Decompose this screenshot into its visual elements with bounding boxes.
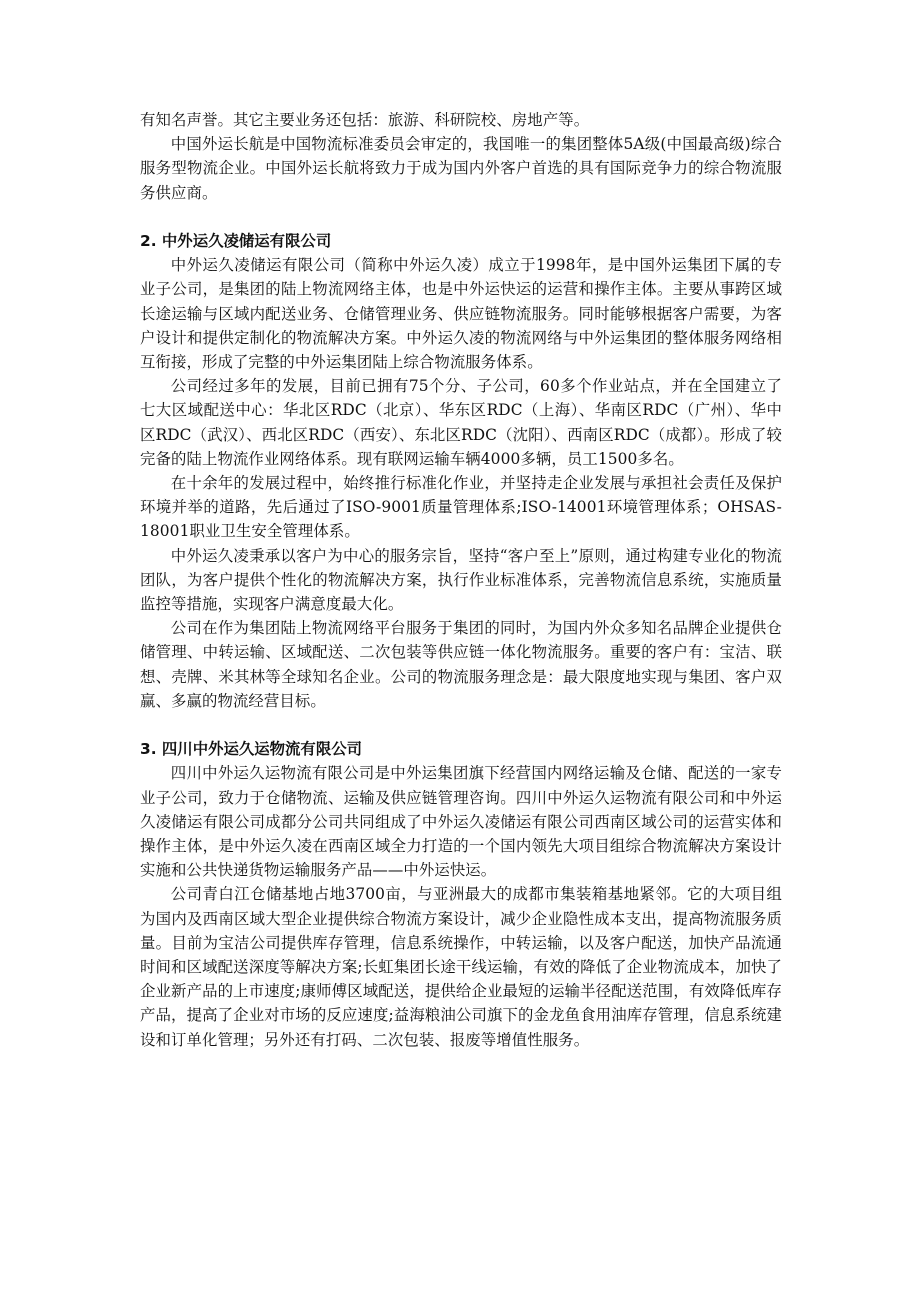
- section-1: [140, 108, 782, 205]
- section-3: [140, 737, 782, 1052]
- paragraph: 中外运久凌储运有限公司（简称中外运久凌）成立于1998年，是中国外运集团下属的专业子公司，是集团的陆上物流网络主体，也是中外运快运的运营和操作主体。主要从事跨区域长途运输与区域内配送业务、仓储管理业务、供应链物流服务。同时能够根据客户需要，为客户设计和提供定制化的物流解决方案。中外运久凌的物流网络与中外运集团的整体服务网络相互衔接，形成了完整的中外运集团陆上综合物流服务体系。: [140, 256, 782, 372]
- spacer: [140, 205, 782, 229]
- paragraph: 中国外运长航是中国物流标准委员会审定的，我国唯一的集团整体5A级(中国最高级)综合服务型物流企业。中国外运长航将致力于成为国内外客户首选的具有国际竞争力的综合物流服务供应商。: [140, 135, 782, 202]
- paragraph: 有知名声誉。其它主要业务还包括：旅游、科研院校、房地产等。: [140, 111, 590, 129]
- paragraph: 中外运久凌秉承以客户为中心的服务宗旨，坚持“客户至上”原则，通过构建专业化的物流团队，为客户提供个性化的物流解决方案，执行作业标准体系，完善物流信息系统，实施质量监控等措施，实现客户满意度最大化。: [140, 546, 782, 614]
- section-heading: 3. 四川中外运久运物流有限公司: [140, 740, 362, 759]
- paragraph: 公司经过多年的发展，目前已拥有75个分、子公司，60多个作业站点，并在全国建立了七大区域配送中心：华北区RDC（北京）、华东区RDC（上海）、华南区RDC（广州）、华中区RDC（武汉）、西北区RDC（西安）、东北区RDC（沈阳）、西南区RDC（成都）。形成了较完备的陆上物流作业网络体系。现有联网运输车辆4000多辆，员工1500多名。: [140, 377, 782, 468]
- paragraph: 四川中外运久运物流有限公司是中外运集团旗下经营国内网络运输及仓储、配送的一家专业子公司，致力于仓储物流、运输及供应链管理咨询。四川中外运久运物流有限公司和中外运久凌储运有限公司成都分公司共同组成了中外运久凌储运有限公司西南区域公司的运营实体和操作主体，是中外运久凌在西南区域全力打造的一个国内领先大项目组综合物流解决方案设计实施和公共快递货物运输服务产品——中外运快运。: [140, 764, 782, 880]
- paragraph: 在十余年的发展过程中，始终推行标准化作业，并坚持走企业发展与承担社会责任及保护环境并举的道路，先后通过了ISO-9001质量管理体系;ISO-14001环境管理体系；OHSAS-18001职业卫生安全管理体系。: [140, 474, 782, 541]
- spacer: [140, 713, 782, 737]
- section-2: [140, 229, 782, 713]
- section-heading: 2. 中外运久凌储运有限公司: [140, 232, 332, 250]
- paragraph: 公司青白江仓储基地占地3700亩，与亚洲最大的成都市集装箱基地紧邻。它的大项目组为国内及西南区域大型企业提供综合物流方案设计，减少企业隐性成本支出，提高物流服务质量。目前为宝洁公司提供库存管理，信息系统操作，中转运输，以及客户配送，加快产品流通时间和区域配送深度等解决方案;长虹集团长途干线运输，有效的降低了企业物流成本，加快了企业新产品的上市速度;康师傅区域配送，提供给企业最短的运输半径配送范围，有效降低库存产品，提高了企业对市场的反应速度;益海粮油公司旗下的金龙鱼食用油库存管理，信息系统建设和订单化管理；另外还有打码、二次包装、报废等增值性服务。: [140, 885, 782, 1049]
- paragraph: 公司在作为集团陆上物流网络平台服务于集团的同时，为国内外众多知名品牌企业提供仓储管理、中转运输、区域配送、二次包装等供应链一体化物流服务。重要的客户有：宝洁、联想、壳牌、米其林等全球知名企业。公司的物流服务理念是：最大限度地实现与集团、客户双赢、多赢的物流经营目标。: [140, 619, 782, 710]
- document-page: [140, 108, 782, 1052]
